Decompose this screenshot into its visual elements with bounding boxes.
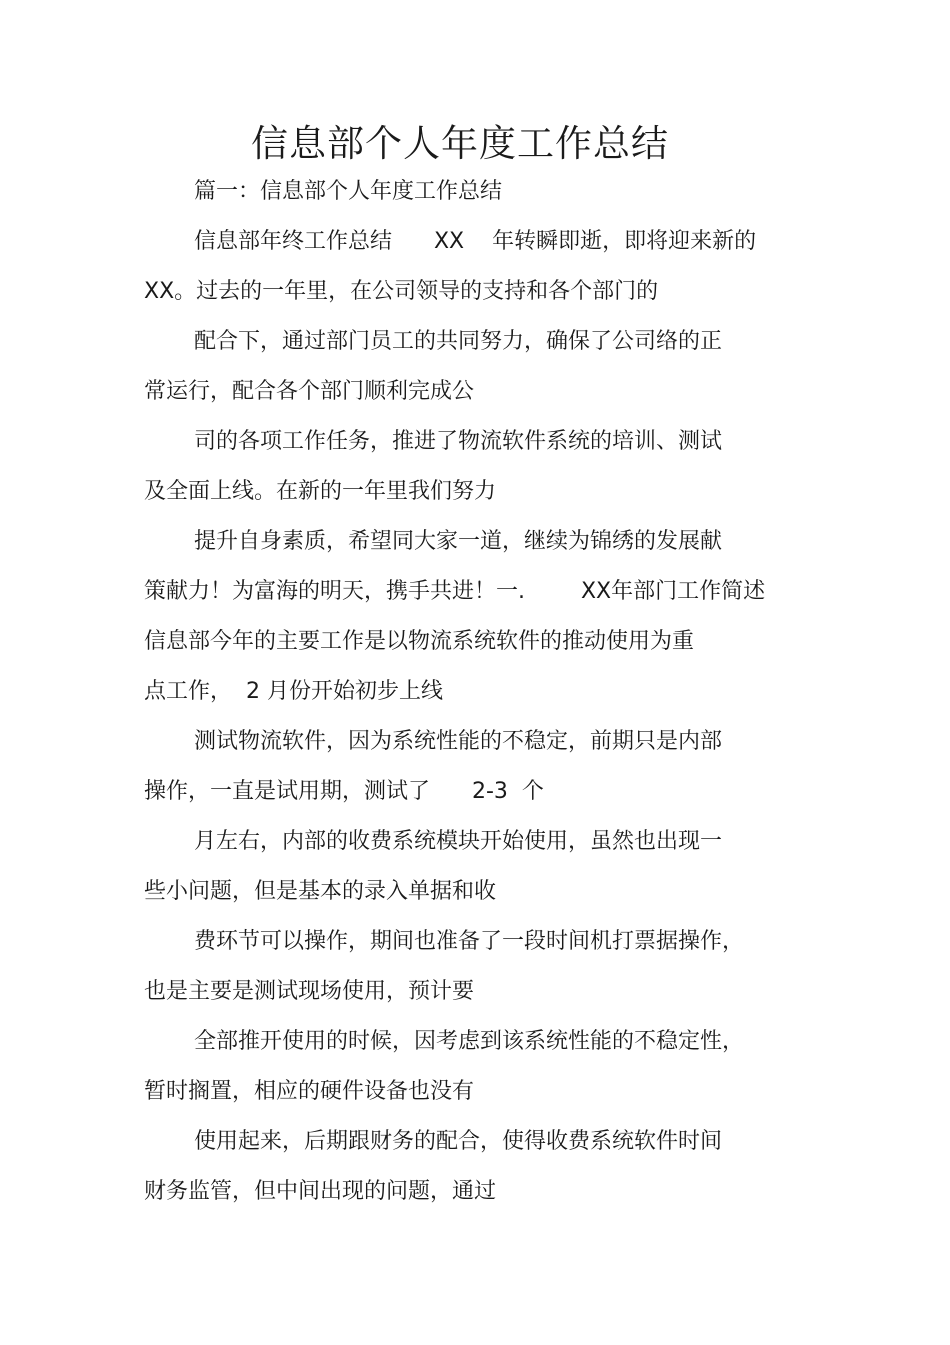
paragraph-line: 策献力！为富海的明天，携手共进！一. XX年部门工作简述: [144, 579, 766, 604]
paragraph-line: 财务监管，但中间出现的问题，通过: [144, 1179, 497, 1204]
paragraph-line: 费环节可以操作，期间也准备了一段时间机打票据操作，: [194, 929, 745, 954]
document-title: 信息部个人年度工作总结: [251, 122, 669, 165]
paragraph-line: 信息部年终工作总结 XX 年转瞬即逝，即将迎来新的: [194, 229, 757, 254]
paragraph-line: 使用起来，后期跟财务的配合，使得收费系统软件时间: [194, 1129, 723, 1154]
paragraph-line: 及全面上线。在新的一年里我们努力: [144, 479, 497, 504]
paragraph-line: 配合下，通过部门员工的共同努力，确保了公司络的正: [194, 329, 723, 354]
section-heading: 篇一：信息部个人年度工作总结: [194, 179, 503, 204]
paragraph-line: 也是主要是测试现场使用，预计要: [144, 979, 475, 1004]
paragraph-line: 司的各项工作任务，推进了物流软件系统的培训、测试: [194, 429, 723, 454]
paragraph-line: 提升自身素质，希望同大家一道，继续为锦绣的发展献: [194, 529, 723, 554]
paragraph-line: 点工作， 2 月份开始初步上线: [144, 679, 443, 704]
paragraph-line: 测试物流软件，因为系统性能的不稳定，前期只是内部: [194, 729, 723, 754]
paragraph-line: 些小问题，但是基本的录入单据和收: [144, 879, 497, 904]
paragraph-line: 操作，一直是试用期，测试了 2-3 个: [144, 779, 544, 804]
paragraph-line: 月左右，内部的收费系统模块开始使用，虽然也出现一: [194, 829, 723, 854]
paragraph-line: 信息部今年的主要工作是以物流系统软件的推动使用为重: [144, 629, 695, 654]
paragraph-line: 暂时搁置，相应的硬件设备也没有: [144, 1079, 475, 1104]
paragraph-line: 常运行，配合各个部门顺利完成公: [144, 379, 475, 404]
paragraph-line: XX。过去的一年里，在公司领导的支持和各个部门的: [144, 279, 659, 304]
paragraph-line: 全部推开使用的时候，因考虑到该系统性能的不稳定性，: [194, 1029, 745, 1054]
